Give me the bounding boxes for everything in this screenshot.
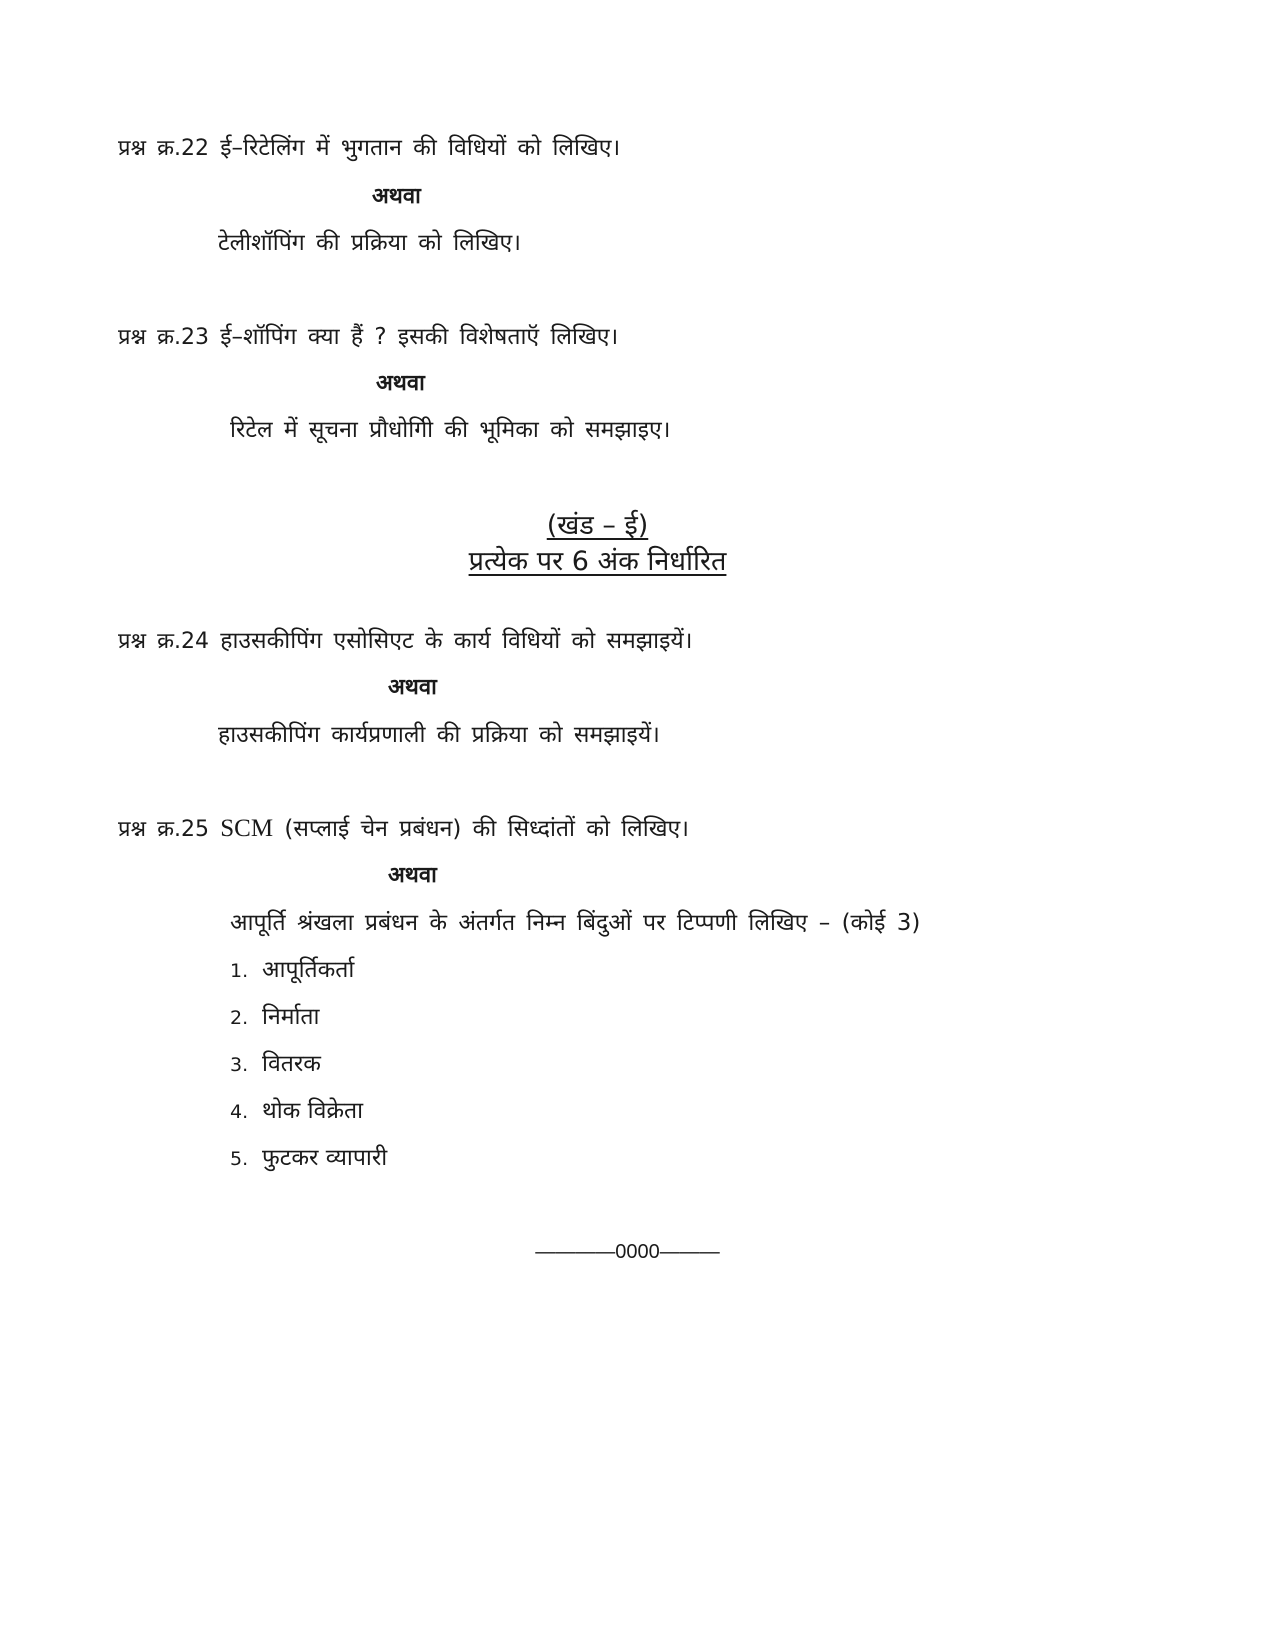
or-label: अथवा [372, 184, 421, 209]
or-label: अथवा [376, 371, 425, 396]
section-title [0, 508, 1275, 544]
list-item [230, 1096, 363, 1127]
list-item-text: थोक विक्रेता [262, 1098, 364, 1124]
question-23 [118, 322, 618, 353]
list-item-number: 4. [230, 1101, 249, 1123]
question-text: हाउसकीपिंग एसोसिएट के कार्य विधियों को समझाइयें। [220, 628, 693, 654]
list-item [230, 1002, 320, 1033]
question-number: प्रश्न क्र.22 [118, 136, 209, 161]
list-item-number: 3. [230, 1054, 249, 1076]
question-text: ई–शॉपिंग क्या हैं ? इसकी विशेषताऍ लिखिए। [220, 324, 619, 350]
alternative-question-22: टेलीशॉपिंग की प्रक्रिया को लिखिए। [218, 230, 521, 256]
list-item-number: 2. [230, 1007, 249, 1029]
list-item-text: आपूर्तिकर्ता [262, 957, 355, 983]
section-title-text: (खंड – ई) [546, 510, 649, 541]
list-item [230, 1143, 387, 1174]
alternative-question-24: हाउसकीपिंग कार्यप्रणाली की प्रक्रिया को समझाइयें। [218, 722, 660, 748]
or-label: अथवा [388, 863, 437, 888]
question-number: प्रश्न क्र.23 [118, 325, 209, 350]
question-number: प्रश्न क्र.25 [118, 817, 209, 842]
question-text-latin: SCM [220, 815, 274, 842]
question-22 [118, 133, 620, 164]
question-24 [118, 626, 692, 657]
or-label: अथवा [388, 675, 437, 700]
section-subtitle-text: प्रत्येक पर 6 अंक निर्धारित [468, 546, 727, 577]
question-text: (सप्लाई चेन प्रबंधन) की सिध्दांतों को लिखिए। [284, 816, 689, 842]
list-item [230, 955, 354, 986]
section-subtitle [0, 544, 1275, 580]
question-text: ई–रिटेलिंग में भुगतान की विधियों को लिखिए। [220, 135, 621, 161]
list-item-text: वितरक [262, 1051, 321, 1077]
list-item [230, 1049, 321, 1080]
list-item-text: निर्माता [262, 1004, 320, 1030]
end-mark: ————0000——— [535, 1241, 720, 1263]
question-number: प्रश्न क्र.24 [118, 629, 209, 654]
list-item-number: 5. [230, 1148, 249, 1170]
list-item-number: 1. [230, 960, 249, 982]
list-item-text: फुटकर व्यापारी [262, 1145, 388, 1171]
alternative-question-23: रिटेल में सूचना प्रौधोगिी की भूमिका को समझाइए। [230, 417, 671, 443]
alternative-question-25: आपूर्ति श्रंखला प्रबंधन के अंतर्गत निम्न बिंदुओं पर टिप्पणी लिखिए – (कोई 3) [230, 910, 921, 936]
question-25 [118, 814, 689, 845]
